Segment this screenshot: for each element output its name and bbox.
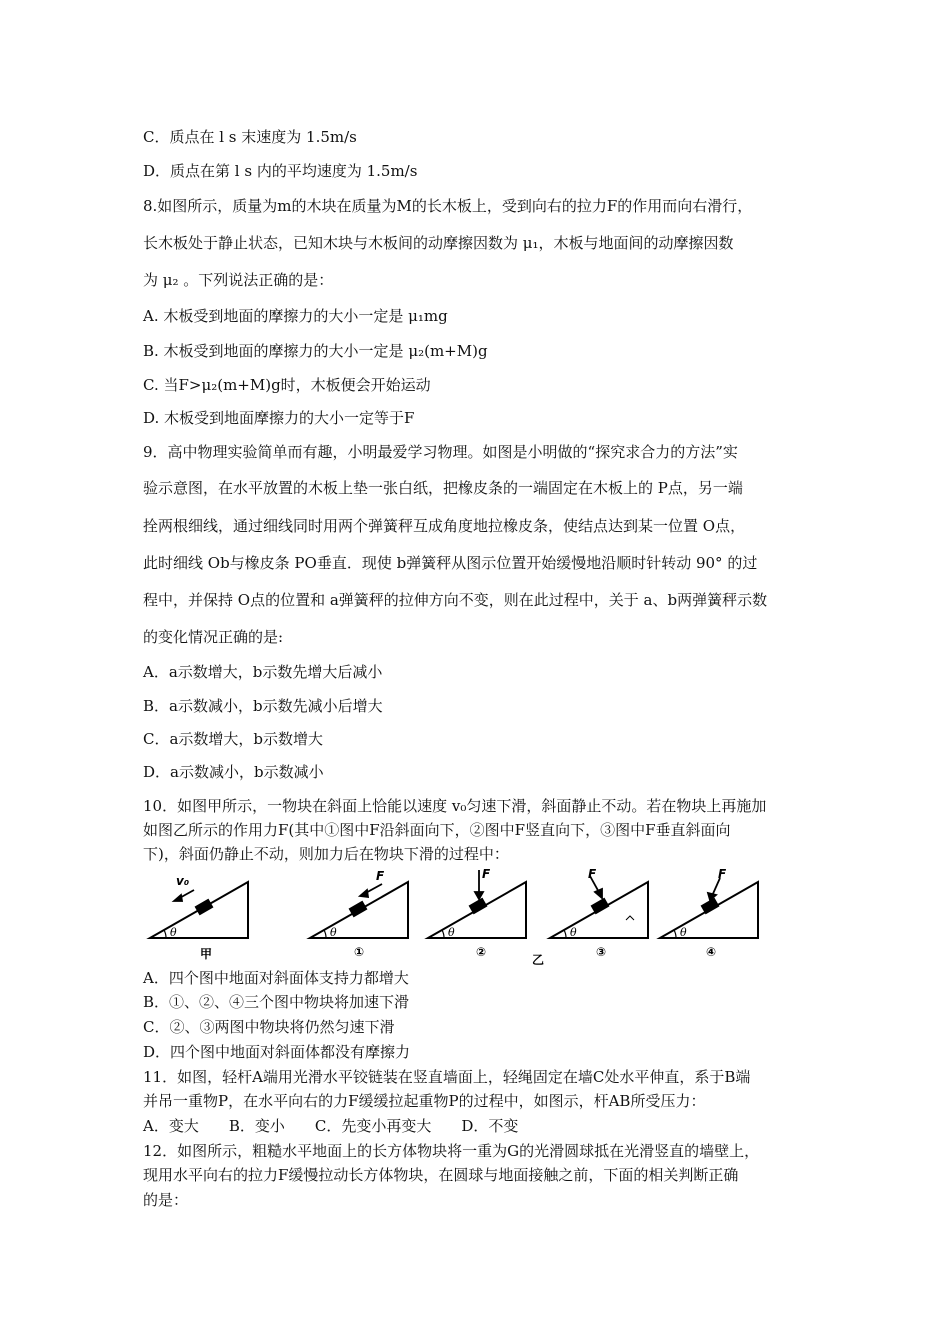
q11-stem-line1: 11．如图，轻杆A端用光滑水平铰链装在竖直墙面上，轻绳固定在墙C处水平伸直，系于B端 — [143, 1068, 751, 1086]
caption-jia: 甲 — [200, 947, 213, 961]
q8-stem-line2: 长木板处于静止状态，已知木块与木板间的动摩擦因数为 μ₁，木板与地面间的动摩擦因数 — [143, 234, 734, 252]
q8-option-c: C. 当F>μ₂(m+M)g时，木板便会开始运动 — [143, 376, 431, 394]
q8-stem-line3: 为 μ₂ 。下列说法正确的是： — [143, 271, 334, 289]
q9-stem-line5: 程中，并保持 O点的位置和 a弹簧秤的拉伸方向不变，则在此过程中，关于 a、b两弹簧秤示数 — [143, 591, 768, 609]
q8-option-a: A. 木板受到地面的摩擦力的大小一定是 μ₁mg — [143, 307, 448, 325]
q10-option-d: D．四个图中地面对斜面体都没有摩擦力 — [143, 1043, 411, 1061]
q9-stem-line2: 验示意图，在水平放置的木板上垫一张白纸，把橡皮条的一端固定在木板上的 P点，另一端 — [143, 479, 743, 497]
label-F-4: F — [718, 868, 727, 881]
q10-stem-line3: 下)，斜面仍静止不动，则加力后在物块下滑的过程中： — [143, 845, 509, 863]
caption-3: ③ — [596, 945, 607, 959]
q9-option-d: D．a示数减小，b示数减小 — [143, 763, 324, 781]
q8-stem-line1: 8.如图所示，质量为m的木块在质量为M的长木板上，受到向右的拉力F的作用而向右滑行， — [143, 197, 753, 215]
theta-jia: θ — [170, 926, 177, 939]
caption-2: ② — [476, 945, 487, 959]
label-v0: v₀ — [176, 874, 190, 888]
q10-stem-line1: 10．如图甲所示，一物块在斜面上恰能以速度 v₀匀速下滑，斜面静止不动。若在物块上再施加 — [143, 797, 767, 815]
q10-stem-line2: 如图乙所示的作用力F(其中①图中F沿斜面向下，②图中F竖直向下，③图中F垂直斜面向 — [143, 821, 731, 839]
label-F-1: F — [376, 869, 385, 883]
q9-option-c: C．a示数增大，b示数增大 — [143, 730, 324, 748]
q12-stem-line3: 的是： — [143, 1191, 189, 1209]
q8-option-b: B. 木板受到地面的摩擦力的大小一定是 μ₂(m+M)g — [143, 342, 488, 360]
q10-figure-svg — [140, 868, 820, 968]
q9-stem-line4: 此时细线 Ob与橡皮条 PO垂直．现使 b弹簧秤从图示位置开始缓慢地沿顺时针转动 90° 的过 — [143, 554, 758, 572]
theta-4: θ — [680, 926, 687, 939]
q11-options: A．变大 B．变小 C．先变小再变大 D．不变 — [143, 1117, 519, 1135]
q8-option-d: D. 木板受到地面摩擦力的大小一定等于F — [143, 409, 415, 427]
q9-stem-line3: 拴两根细线，通过细线同时用两个弹簧秤互成角度地拉橡皮条，使结点达到某一位置 O点， — [143, 517, 746, 535]
q9-option-a: A．a示数增大，b示数先增大后减小 — [143, 663, 383, 681]
caption-4: ④ — [706, 945, 717, 959]
q9-stem-line1: 9．高中物理实验简单而有趣，小明最爱学习物理。如图是小明做的“探究求合力的方法”实 — [143, 443, 738, 461]
q12-stem-line2: 现用水平向右的拉力F缓慢拉动长方体物块，在圆球与地面接触之前，下面的相关判断正确 — [143, 1166, 739, 1184]
label-F-2: F — [482, 868, 491, 881]
q10-option-a: A．四个图中地面对斜面体支持力都增大 — [143, 969, 409, 987]
caption-1: ① — [354, 945, 365, 959]
q12-stem-line1: 12．如图所示，粗糙水平地面上的长方体物块将一重为G的光滑圆球抵在光滑竖直的墙壁上， — [143, 1142, 760, 1160]
q11-stem-line2: 并吊一重物P，在水平向右的力F缓缓拉起重物P的过程中，如图示，杆AB所受压力： — [143, 1092, 706, 1110]
label-F-3: F — [588, 868, 597, 881]
q10-figure — [140, 868, 820, 968]
theta-3: θ — [570, 926, 577, 939]
theta-2: θ — [448, 926, 455, 939]
caption-yi: 乙 — [532, 953, 545, 967]
block-2 — [469, 898, 488, 915]
q7-option-c: C．质点在 l s 末速度为 1.5m/s — [143, 128, 357, 146]
block-jia — [195, 899, 214, 916]
q9-option-b: B．a示数减小，b示数先减小后增大 — [143, 697, 383, 715]
q7-option-d: D．质点在第 l s 内的平均速度为 1.5m/s — [143, 162, 418, 180]
block-3 — [591, 898, 610, 915]
q9-stem-line6: 的变化情况正确的是: — [143, 628, 284, 646]
q10-option-c: C．②、③两图中物块将仍然匀速下滑 — [143, 1018, 395, 1036]
theta-1: θ — [330, 926, 337, 939]
q10-option-b: B．①、②、④三个图中物块将加速下滑 — [143, 993, 410, 1011]
